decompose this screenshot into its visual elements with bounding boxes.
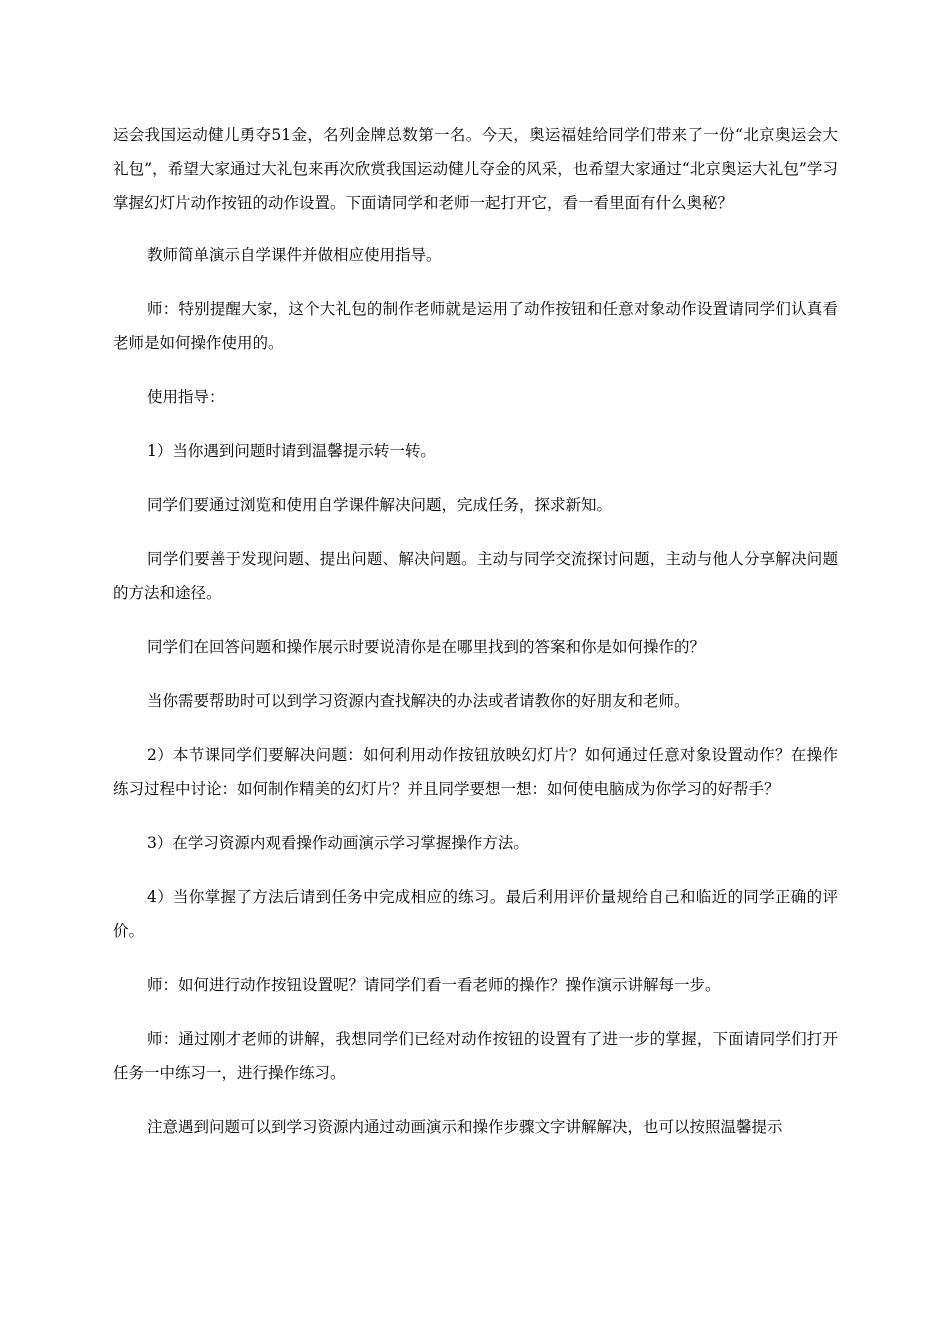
paragraph: 同学们在回答问题和操作展示时要说清你是在哪里找到的答案和你是如何操作的？ xyxy=(147,638,706,656)
paragraph: 1）当你遇到问题时请到温馨提示转一转。 xyxy=(147,442,436,460)
paragraph: 师：如何进行动作按钮设置呢？请同学们看一看老师的操作？操作演示讲解每一步。 xyxy=(147,976,721,994)
document-body xyxy=(113,118,838,1164)
paragraph: 同学们要通过浏览和使用自学课件解决问题，完成任务，探求新知。 xyxy=(147,496,613,514)
paragraph: 教师简单演示自学课件并做相应使用指导。 xyxy=(147,246,442,264)
paragraph: 3）在学习资源内观看操作动画演示学习掌握操作方法。 xyxy=(147,834,529,852)
paragraph: 师：通过刚才老师的讲解，我想同学们已经对动作按钮的设置有了进一步的掌握，下面请同学们打开任务一中练习一，进行操作练习。 xyxy=(113,1030,838,1082)
paragraph: 4）当你掌握了方法后请到任务中完成相应的练习。最后利用评价量规给自己和临近的同学正确的评价。 xyxy=(113,888,838,940)
paragraph: 使用指导： xyxy=(147,388,225,406)
paragraph: 当你需要帮助时可以到学习资源内查找解决的办法或者请教你的好朋友和老师。 xyxy=(147,692,690,710)
paragraph: 运会我国运动健儿勇夺51金，名列金牌总数第一名。今天，奥运福娃给同学们带来了一份“北京奥运会大礼包”，希望大家通过大礼包来再次欣赏我国运动健儿夺金的风采，也希望大家通过“北京奥运大礼包”学习掌握幻灯片动作按钮的动作设置。下面请同学和老师一起打开它，看一看里面有什么奥秘？ xyxy=(113,126,838,212)
paragraph: 同学们要善于发现问题、提出问题、解决问题。主动与同学交流探讨问题，主动与他人分享解决问题的方法和途径。 xyxy=(113,550,838,602)
paragraph: 2）本节课同学们要解决问题：如何利用动作按钮放映幻灯片？如何通过任意对象设置动作？在操作练习过程中讨论：如何制作精美的幻灯片？并且同学要想一想：如何使电脑成为你学习的好帮手？ xyxy=(113,746,838,798)
paragraph: 注意遇到问题可以到学习资源内通过动画演示和操作步骤文字讲解解决，也可以按照温馨提示 xyxy=(147,1118,783,1136)
paragraph: 师：特别提醒大家，这个大礼包的制作老师就是运用了动作按钮和任意对象动作设置请同学们认真看老师是如何操作使用的。 xyxy=(113,300,838,352)
